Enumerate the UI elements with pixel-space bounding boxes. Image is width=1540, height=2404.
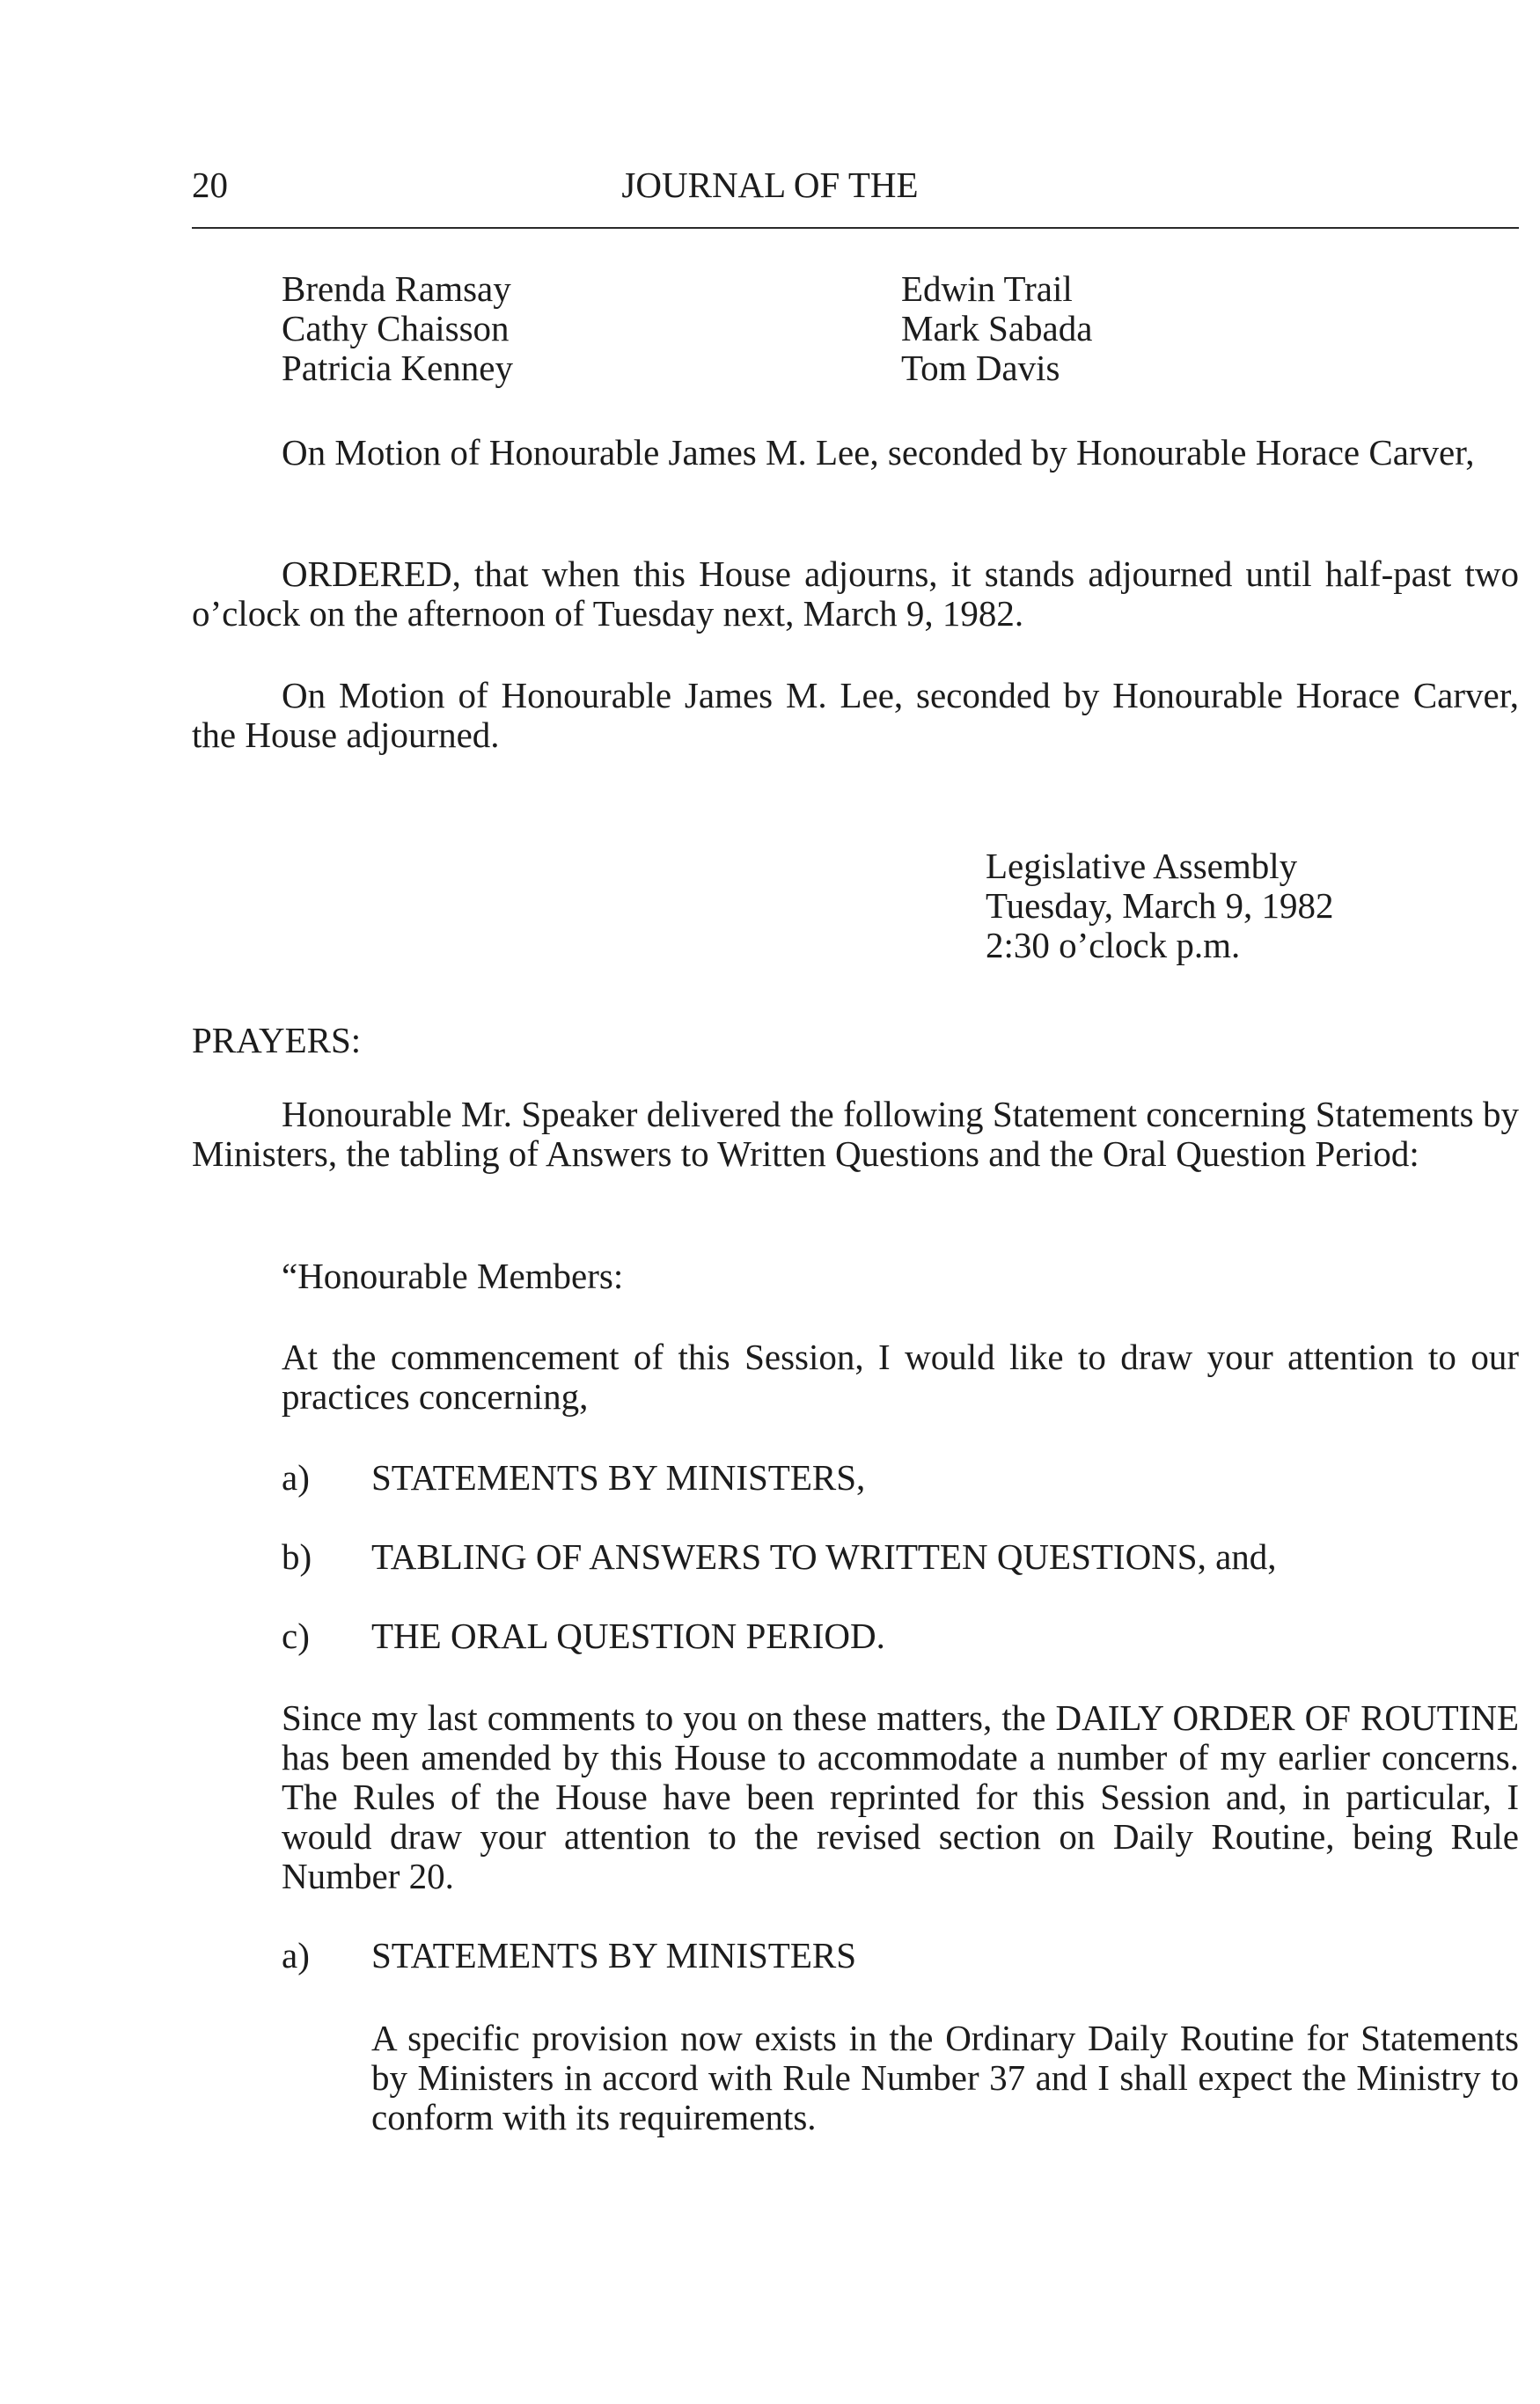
sitting-time: 2:30 o’clock p.m.	[986, 925, 1241, 965]
prayers-heading: PRAYERS:	[192, 1020, 362, 1060]
name-item: Brenda Ramsay	[282, 268, 511, 309]
sitting-block	[986, 847, 1334, 965]
list-marker: a)	[282, 1457, 310, 1498]
name-item: Cathy Chaisson	[282, 308, 510, 348]
ordered-paragraph: ORDERED, that when this House adjourns, it stands adjourned until half-past two o’clock on the afternoon of Tuesday next, March 9, 1982.	[192, 553, 1519, 634]
sitting-place: Legislative Assembly	[986, 846, 1298, 886]
name-item: Patricia Kenney	[282, 348, 513, 388]
list-marker: c)	[282, 1616, 310, 1656]
sitting-date: Tuesday, March 9, 1982	[986, 885, 1334, 926]
names-left-column	[282, 269, 513, 388]
name-item: Edwin Trail	[901, 268, 1073, 309]
section-marker: a)	[282, 1935, 310, 1975]
list-marker: b)	[282, 1536, 312, 1577]
since-paragraph: Since my last comments to you on these matters, the DAILY ORDER OF ROUTINE has been amended by this House to accommodate a number of my earlier concerns. The Rules of the House have been reprinted for this Session and, in particular, I would draw your attention to the revised section on Daily Routine, being Rule Number 20.	[282, 1697, 1519, 1896]
motion-paragraph: On Motion of Honourable James M. Lee, seconded by Honourable Horace Carver,	[282, 432, 1475, 473]
names-right-column	[901, 269, 1092, 388]
header-rule	[192, 227, 1519, 229]
section-heading: STATEMENTS BY MINISTERS	[371, 1935, 857, 1975]
section-body-paragraph: A specific provision now exists in the Ordinary Daily Routine for Statements by Ministers in accord with Rule Number 37 and I shall expect the Ministry to conform with its requirements.	[371, 2018, 1519, 2137]
list-item: STATEMENTS BY MINISTERS,	[371, 1457, 866, 1498]
running-title: JOURNAL OF THE	[621, 165, 919, 205]
speaker-intro-paragraph: Honourable Mr. Speaker delivered the following Statement concerning Statements by Ministers, the tabling of Answers to Written Questions and the Oral Question Period:	[192, 1094, 1519, 1174]
salutation: “Honourable Members:	[282, 1256, 624, 1296]
page-number: 20	[192, 165, 228, 205]
name-item: Mark Sabada	[901, 308, 1093, 348]
name-item: Tom Davis	[901, 348, 1060, 388]
commencement-paragraph: At the commencement of this Session, I would like to draw your attention to our practices concerning,	[282, 1337, 1519, 1417]
list-item: THE ORAL QUESTION PERIOD.	[371, 1616, 885, 1656]
adjournment-paragraph: On Motion of Honourable James M. Lee, seconded by Honourable Horace Carver, the House adjourned.	[192, 675, 1519, 755]
list-item: TABLING OF ANSWERS TO WRITTEN QUESTIONS, and,	[371, 1536, 1277, 1577]
